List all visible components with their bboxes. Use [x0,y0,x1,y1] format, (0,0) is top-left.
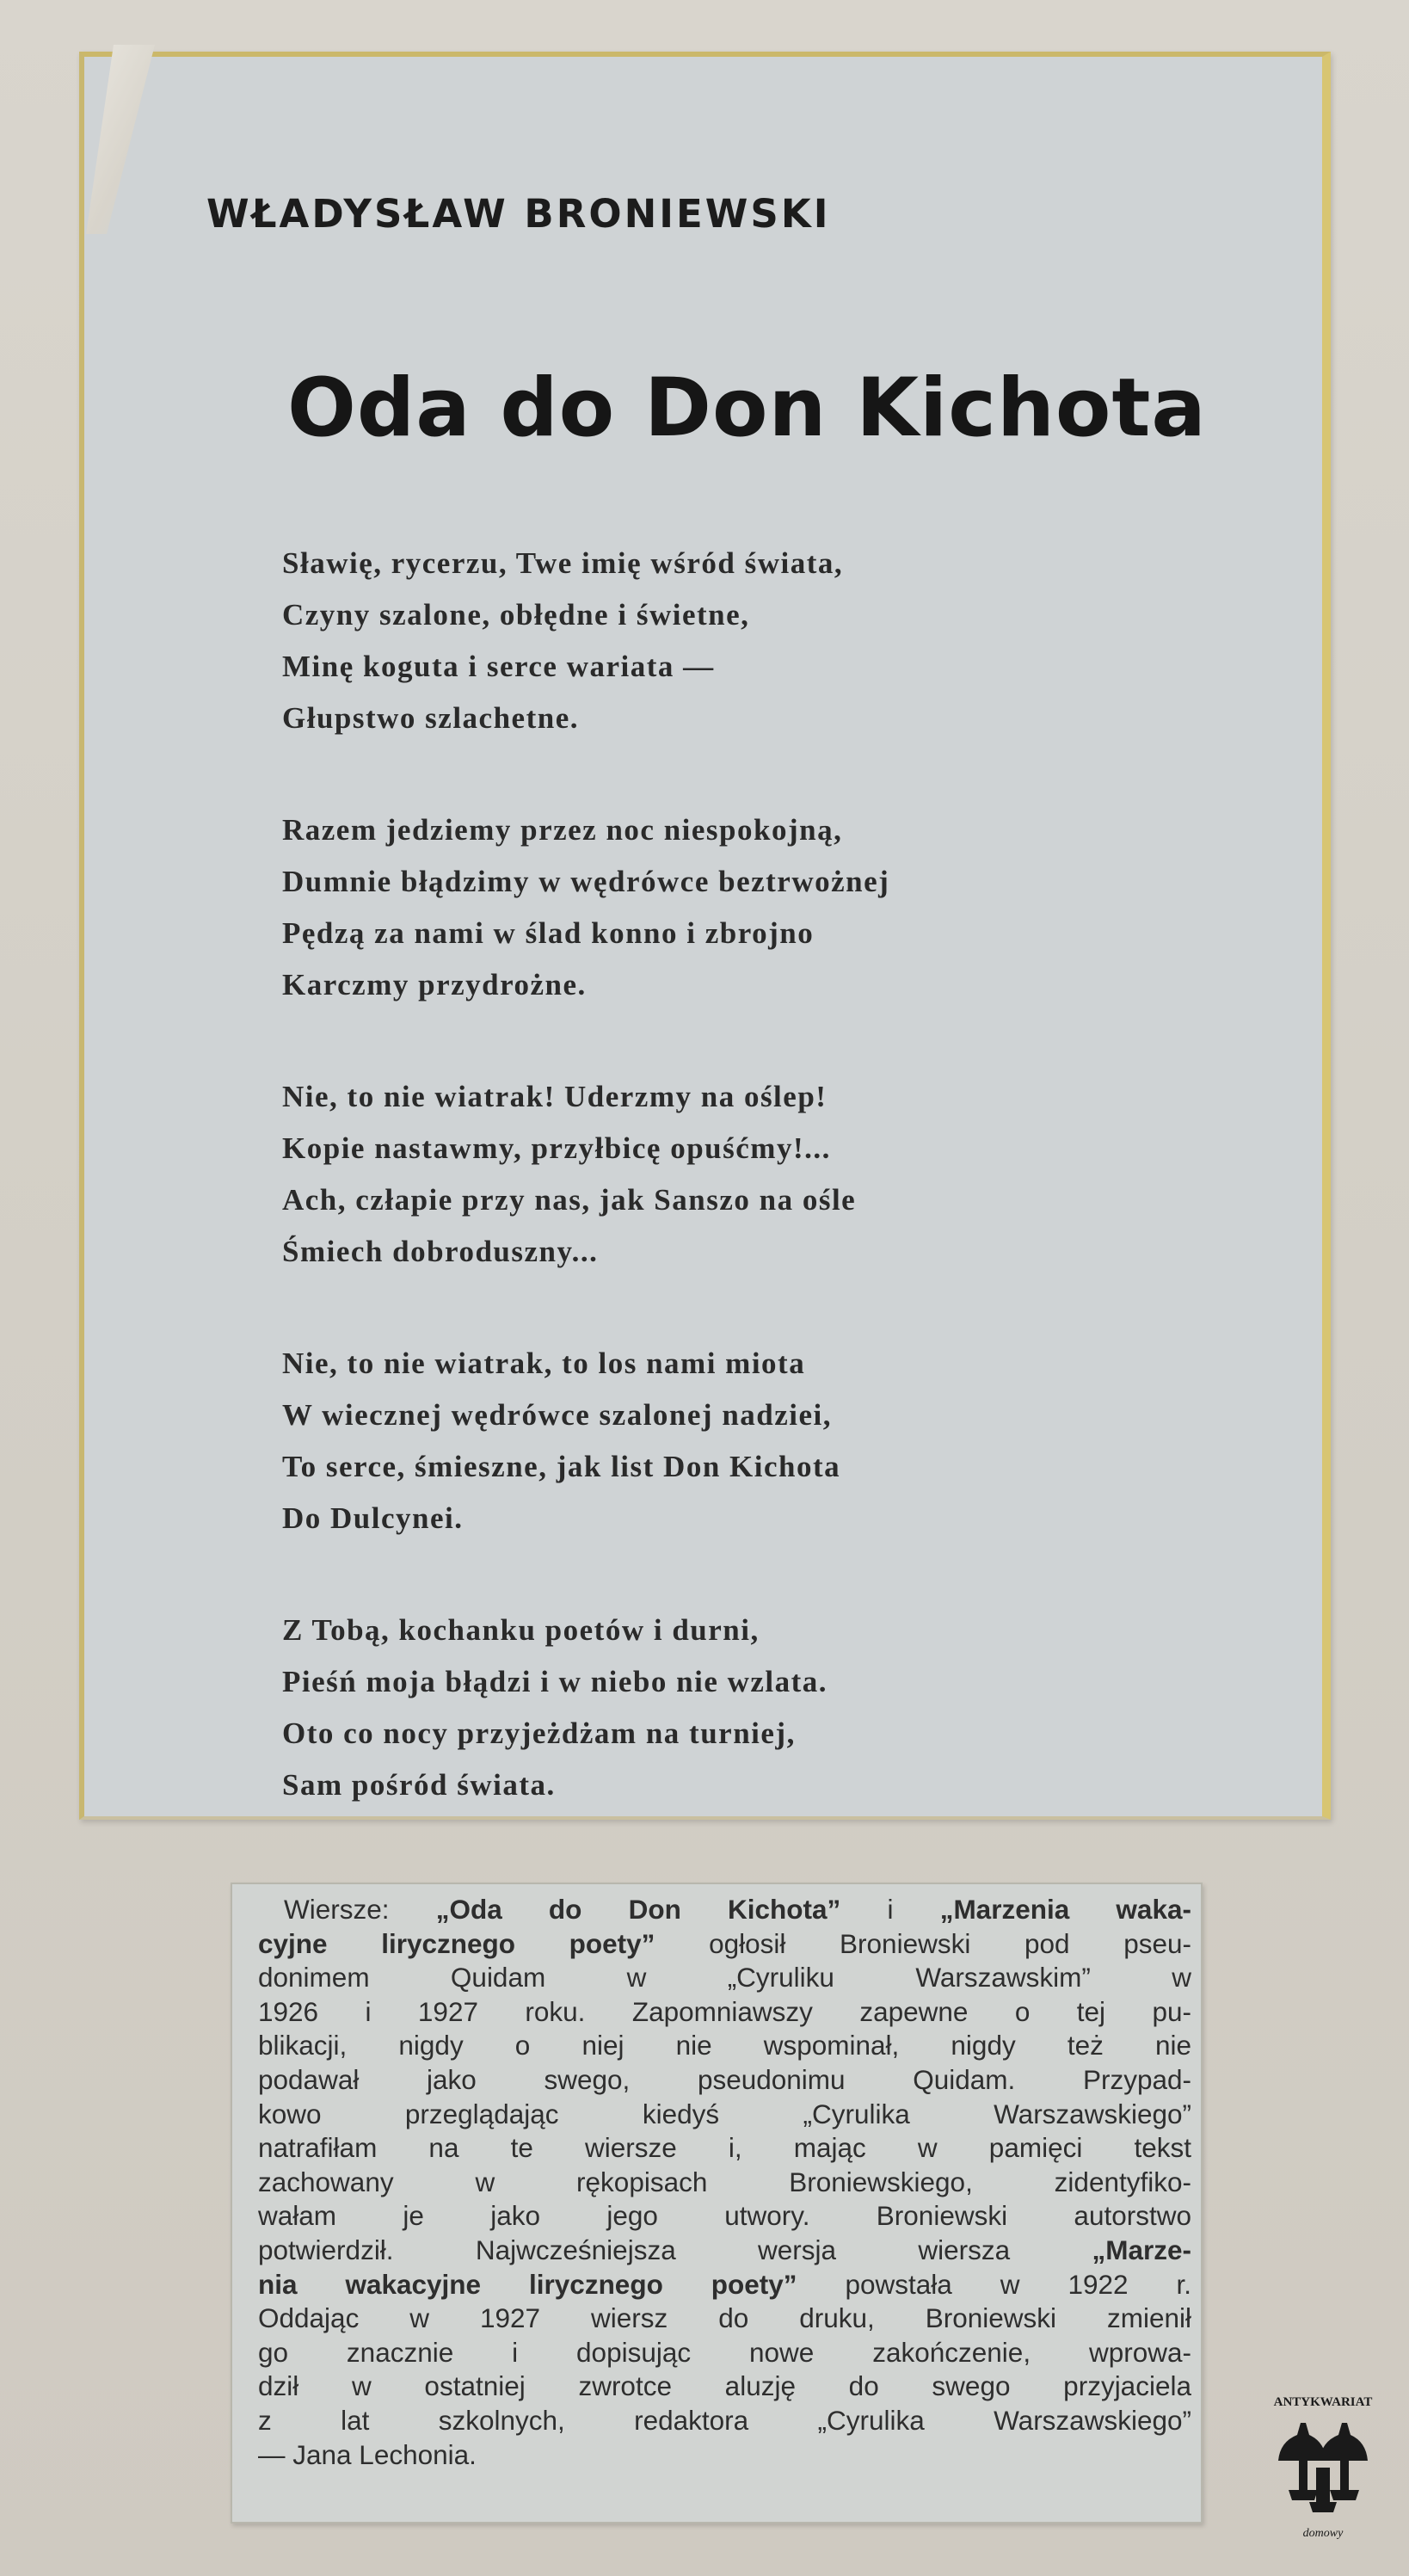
footnote-phrase: 1926 i 1927 roku. Zapomniawszy zapewne o tej pu- [258,1995,1191,2027]
poem-line: Nie, to nie wiatrak! Uderzmy na oślep! [282,1080,828,1113]
footnote-phrase: z lat szkolnych, redaktora „Cyrulika Warszawskiego” [258,2404,1191,2436]
footnote-line [258,2404,1191,2438]
footnote-phrase: wałam je jako jego utwory. Broniewski autorstwo [258,2200,1191,2232]
footnote-bold-phrase: „Oda do Don Kichota” [435,1894,841,1925]
footnote-line [258,1995,1191,2030]
footnote-line [258,2166,1191,2200]
stanza [282,1605,1228,1811]
footnote-line [258,2131,1191,2166]
footnote-bold-phrase: cyjne lirycznego poety” [258,1927,655,1959]
footnote-phrase: — Jana Lechonia. [258,2438,477,2470]
stanza [282,538,1228,744]
poem-line: Minę koguta i serce wariata — [282,650,715,683]
footnote-phrase: Oddając w 1927 wiersz do druku, Broniewski zmienił [258,2302,1191,2334]
poem-line: Karczmy przydrożne. [282,968,587,1001]
stanza [282,1071,1228,1278]
logo-subtext: domowy [1302,2527,1344,2540]
footnote-phrase: i [840,1894,940,1925]
poem-line: To serce, śmieszne, jak list Don Kichota [282,1450,841,1483]
footnote-line [258,2029,1191,2063]
footnote-phrase: Wiersze: [284,1894,436,1925]
footnote-line [258,1927,1191,1962]
poem-line: Dumnie błądzimy w wędrówce beztrwożnej [282,865,890,898]
footnote-phrase: go znacznie i dopisując nowe zakończenie, wprowa- [258,2336,1191,2368]
footnote-bold-phrase: „Marze- [1092,2234,1191,2265]
poem-line: Razem jedziemy przez noc niespokojną, [282,813,843,847]
poem-line: Głupstwo szlachetne. [282,701,579,735]
footnote-line [258,2234,1191,2268]
footnote-phrase: blikacji, nigdy o niej nie wspominał, nigdy też nie [258,2030,1191,2061]
footnote-line [258,2063,1191,2098]
footnote-line [258,2336,1191,2370]
footnote-phrase: zachowany w rękopisach Broniewskiego, zidentyfiko- [258,2166,1191,2197]
poem-line: Pieśń moja błądzi i w niebo nie wzlata. [282,1665,828,1698]
antykwariat-logo [1263,2382,1383,2554]
footnote-phrase: donimem Quidam w „Cyruliku Warszawskim” w [258,1962,1191,1994]
footnote-line [258,2098,1191,2132]
footnote-line [258,1893,1191,1927]
poem-line: Oto co nocy przyjeżdżam na turniej, [282,1716,796,1750]
footnote-line [258,2199,1191,2234]
footnote-phrase: kowo przeglądając kiedyś „Cyrulika Warszawskiego” [258,2098,1191,2129]
footnote-phrase: powstała w 1922 r. [797,2268,1191,2300]
footnote-phrase: podawał jako swego, pseudonimu Quidam. Przypad- [258,2063,1191,2095]
poem-line: Pędzą za nami w ślad konno i zbrojno [282,916,815,950]
poem-line: Czyny szalone, obłędne i świetne, [282,598,750,632]
logo-text: ANTYKWARIAT [1273,2395,1373,2409]
footnote-line [258,2268,1191,2302]
footnote-line [258,2438,1191,2473]
stanza [282,1338,1228,1544]
footnote-text [258,1893,1191,2472]
poem-line: Z Tobą, kochanku poetów i durni, [282,1613,760,1647]
poem-body [282,538,1228,1871]
poem-line: Sam pośród świata. [282,1768,556,1802]
poem-line: Do Dulcynei. [282,1501,464,1535]
footnote-line [258,1961,1191,1995]
poem-line: Nie, to nie wiatrak, to los nami miota [282,1347,806,1380]
footnote-bold-phrase: nia wakacyjne lirycznego poety” [258,2268,797,2300]
poem-line: Śmiech dobroduszny... [282,1235,599,1268]
poem-title: Oda do Don Kichota [287,361,1207,455]
poem-line: Ach, człapie przy nas, jak Sanszo na ośle [282,1183,857,1217]
poem-line: Sławię, rycerzu, Twe imię wśród świata, [282,546,844,580]
footnote-line [258,2370,1191,2404]
footnote-phrase: potwierdził. Najwcześniejsza wersja wiersza [258,2234,1092,2265]
author-name: WŁADYSŁAW BRONIEWSKI [206,191,831,237]
footnote-line [258,2302,1191,2336]
stanza [282,804,1228,1011]
footnote-phrase: dził w ostatniej zwrotce aluzję do swego przyjaciela [258,2370,1191,2402]
poem-line: Kopie nastawmy, przyłbicę opuśćmy!... [282,1131,831,1165]
footnote-phrase: ogłosił Broniewski pod pseu- [655,1927,1191,1959]
poem-line: W wiecznej wędrówce szalonej nadziei, [282,1398,833,1432]
footnote-bold-phrase: „Marzenia waka- [939,1894,1191,1925]
footnote-phrase: natrafiłam na te wiersze i, mając w pamięci tekst [258,2132,1191,2164]
